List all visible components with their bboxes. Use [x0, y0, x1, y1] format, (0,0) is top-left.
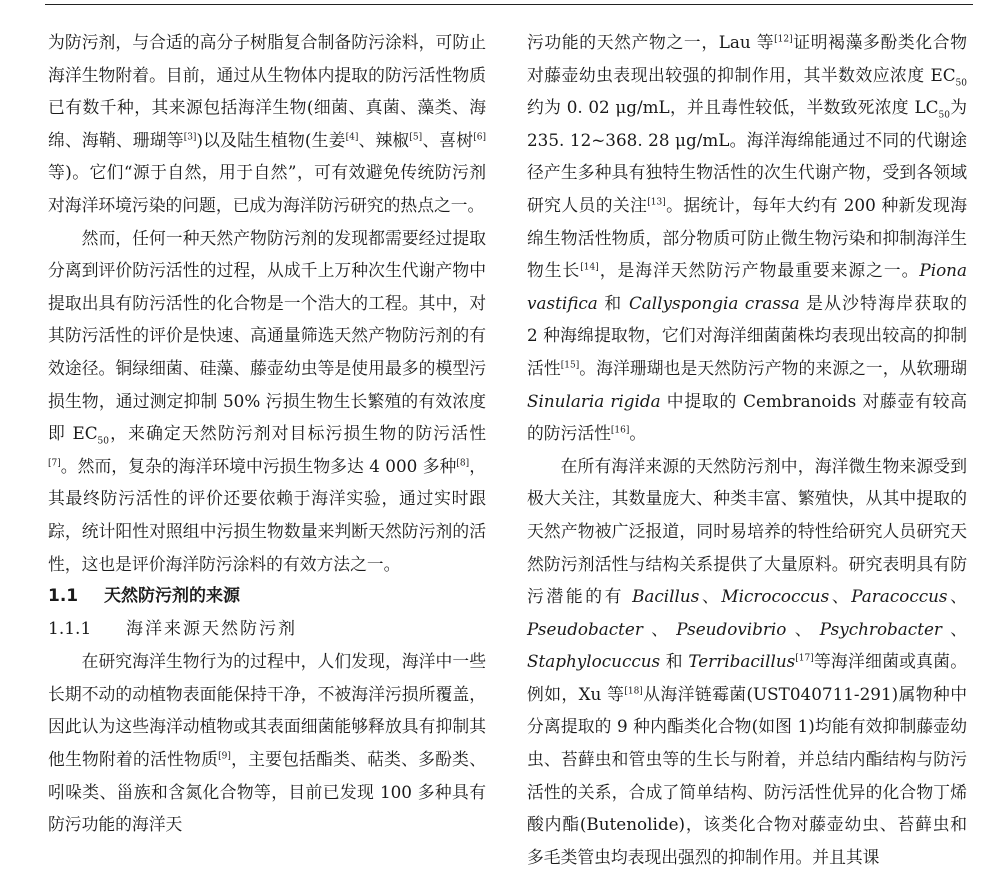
genus-name: Pseudovibrio [676, 618, 787, 639]
paragraph: 为防污剂，与合适的高分子树脂复合制备防污涂料，可防止海洋生物附着。目前，通过从生物体内提取的防污活性物质已有数千种，其来源包括海洋生物(细菌、真菌、藻类、海绵、海鞘、珊瑚等[3])以及陆生植物(生姜[4]、辣椒[5]、喜树[6]等)。它们“源于自然，用于自然”，可有效避免传统防污剂对海洋环境污染的问题，已成为海洋防污研究的热点之一。 [48, 32, 486, 215]
subsection-heading [48, 613, 486, 646]
left-column [48, 26, 486, 841]
genus-name: Pseudobacter [527, 618, 643, 639]
section-heading [48, 580, 486, 613]
genus-name: Paracoccus [851, 586, 948, 607]
genus-name: Staphylocuccus [527, 651, 661, 672]
genus-name: Terribacillus [688, 651, 796, 672]
species-name: Callyspongia crassa [628, 292, 800, 313]
section-number: 1.1 [48, 586, 79, 607]
genus-name: Bacillus [632, 586, 700, 607]
paragraph: 然而，任何一种天然产物防污剂的发现都需要经过提取分离到评价防污活性的过程，从成千上万种次生代谢产物中提取出具有防污活性的化合物是一个浩大的工程。其中，对其防污活性的评价是快速、高通量筛选天然产物防污剂的有效途径。铜绿细菌、硅藻、藤壶幼虫等是使用最多的模型污损生物，通过测定抑制 50% 污损生物生长繁殖的有效浓度即 $EC_{50}$，来确定天然防污剂对目标污损生物的防污活性[7]。然而，复杂的海洋环境中污损生物多达 4 000 多种[8]，其最终防污活性的评价还要依赖于海洋实验，通过实时跟踪，统计阳性对照组中污损生物数量来判断天然防污剂的活性，这也是评价海洋防污涂料的有效方法之一。 [48, 227, 486, 574]
section-title: 天然防污剂的来源 [104, 586, 240, 607]
right-column [527, 26, 967, 873]
genus-name: Micrococcus [721, 586, 830, 607]
paragraph: 在所有海洋来源的天然防污剂中，海洋微生物来源受到极大关注，其数量庞大、种类丰富、繁殖快，从其中提取的天然产物被广泛报道，同时易培养的特性给研究人员研究天然防污剂活性与结构关系提供了大量原料。研究表明具有防污潜能的有 Bacillus、Micrococcus、Paracoccus、Pseudobacter、Pseudovibrio、Psychrobacter、Staphylocuccus 和 Terribacillus[17]等海洋细菌或真菌。例如，Xu 等[18]从海洋链霉菌(UST040711-291)属物种中分离提取的 9 种内酯类化合物(如图 1)均能有效抑制藤壶幼虫、苔藓虫和管虫等的生长与附着，并总结内酯结构与防污活性的关系，合成了简单结构、防污活性优异的化合物丁烯酸内酯(Butenolide)，该类化合物对藤壶幼虫、苔藓虫和多毛类管虫均表现出强烈的抑制作用。并且其课 [527, 455, 967, 867]
paragraph: 在研究海洋生物行为的过程中，人们发现，海洋中一些长期不动的动植物表面能保持干净，不被海洋污损所覆盖，因此认为这些海洋动植物或其表面细菌能够释放具有抑制其他生物附着的活性物质[9]，主要包括酯类、萜类、多酚类、吲哚类、甾族和含氮化合物等，目前已发现 100 多种具有防污功能的海洋天 [48, 651, 486, 835]
subsection-number: 1.1.1 [48, 618, 92, 639]
subsection-title: 海洋来源天然防污剂 [126, 618, 297, 639]
paragraph: 污功能的天然产物之一，Lau 等[12]证明褐藻多酚类化合物对藤壶幼虫表现出较强的抑制作用，其半数效应浓度 $EC_{50}$约为 0. 02 μg/mL，并且毒性较低，半数致死浓度 $LC_{50}$为 235. 12~368. 28 μg/mL。海洋海绵能通过不同的代谢途径产生多种具有独特生物活性的次生代谢产物，受到各领域研究人员的关注[13]。据统计，每年大约有 200 种新发现海绵生物活性物质，部分物质可防止微生物污染和抑制海洋生物生长[14]，是海洋天然防污产物最重要来源之一。Piona vastifica 和 Callyspongia crassa 是从沙特海岸获取的 2 种海绵提取物，它们对海洋细菌菌株均表现出较高的抑制活性[15]。海洋珊瑚也是天然防污产物的来源之一，从软珊瑚 Sinularia rigida 中提取的 Cembranoids 对藤壶有较高的防污活性[16]。 [527, 32, 968, 444]
top-rule [45, 4, 973, 5]
genus-name: Psychrobacter [819, 618, 942, 639]
species-name: Piona vastifica [527, 260, 967, 313]
species-name: Sinularia rigida [527, 390, 661, 411]
